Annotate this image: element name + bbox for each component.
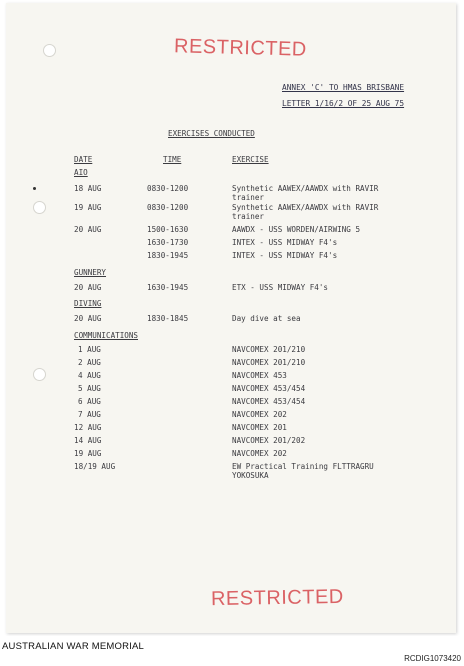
section-diving: DIVING [74,299,102,308]
reference-line-2: LETTER 1/16/2 OF 25 AUG 75 [282,99,405,108]
row-exercise: NAVCOMEX 453 [232,371,287,380]
section-communications: COMMUNICATIONS [74,331,139,340]
archive-footer [0,636,464,666]
row-date: 6 AUG [78,397,101,406]
row-date: 20 AUG [74,314,102,323]
row-date: 20 AUG [74,283,102,292]
row-time: 1830-1845 [147,314,189,323]
row-time: 0830-1200 [147,203,189,212]
row-exercise: NAVCOMEX 201 [232,423,287,432]
row-exercise: NAVCOMEX 202 [232,449,287,458]
row-exercise: Synthetic AAWEX/AAWDX with RAVIR [232,203,379,212]
row-exercise: INTEX - USS MIDWAY F4's [232,251,338,260]
row-exercise-cont: trainer [232,212,265,221]
row-exercise: NAVCOMEX 201/210 [232,358,306,367]
row-date: 18/19 AUG [74,462,116,471]
section-gunnery: GUNNERY [74,268,107,277]
row-exercise: NAVCOMEX 201/202 [232,436,306,445]
header-time: TIME [163,155,182,164]
row-date: 2 AUG [78,358,101,367]
restricted-stamp-bottom: RESTRICTED [210,585,344,611]
document-page [6,3,456,633]
row-date: 12 AUG [74,423,102,432]
header-exercise: EXERCISE [232,155,269,164]
row-exercise: NAVCOMEX 453/454 [232,384,306,393]
row-date: 7 AUG [78,410,101,419]
row-exercise: NAVCOMEX 453/454 [232,397,306,406]
row-exercise: NAVCOMEX 202 [232,410,287,419]
row-exercise: ETX - USS MIDWAY F4's [232,283,329,292]
row-date: 19 AUG [74,203,102,212]
row-date: 4 AUG [78,371,101,380]
row-date: 14 AUG [74,436,102,445]
punch-hole [33,201,46,214]
ink-mark [33,187,36,190]
archive-name: AUSTRALIAN WAR MEMORIAL [2,641,145,652]
row-date: 19 AUG [74,449,102,458]
row-exercise-cont: YOKOSUKA [232,471,269,480]
restricted-stamp-top: RESTRICTED [173,35,308,61]
punch-hole [43,44,56,57]
row-time: 1830-1945 [147,251,189,260]
row-time: 1630-1945 [147,283,189,292]
row-date: 1 AUG [78,345,101,354]
row-exercise: Synthetic AAWEX/AAWDX with RAVIR [232,184,379,193]
row-time: 1630-1730 [147,238,189,247]
row-time: 0830-1200 [147,184,189,193]
row-exercise: NAVCOMEX 201/210 [232,345,306,354]
row-date: 18 AUG [74,184,102,193]
row-exercise: EW Practical Training FLTTRAGRU [232,462,374,471]
row-exercise: AAWDX - USS WORDEN/AIRWING 5 [232,225,361,234]
section-aio: AIO [74,168,88,177]
document-title: EXERCISES CONDUCTED [168,129,255,138]
row-exercise: Day dive at sea [232,314,301,323]
header-date: DATE [74,155,93,164]
reference-line-1: ANNEX 'C' TO HMAS BRISBANE [282,83,405,92]
punch-hole [33,368,46,381]
row-time: 1500-1630 [147,225,189,234]
archive-id: RCDIG1073420 [404,654,461,663]
row-exercise: INTEX - USS MIDWAY F4's [232,238,338,247]
row-exercise-cont: trainer [232,193,265,202]
row-date: 20 AUG [74,225,102,234]
row-date: 5 AUG [78,384,101,393]
